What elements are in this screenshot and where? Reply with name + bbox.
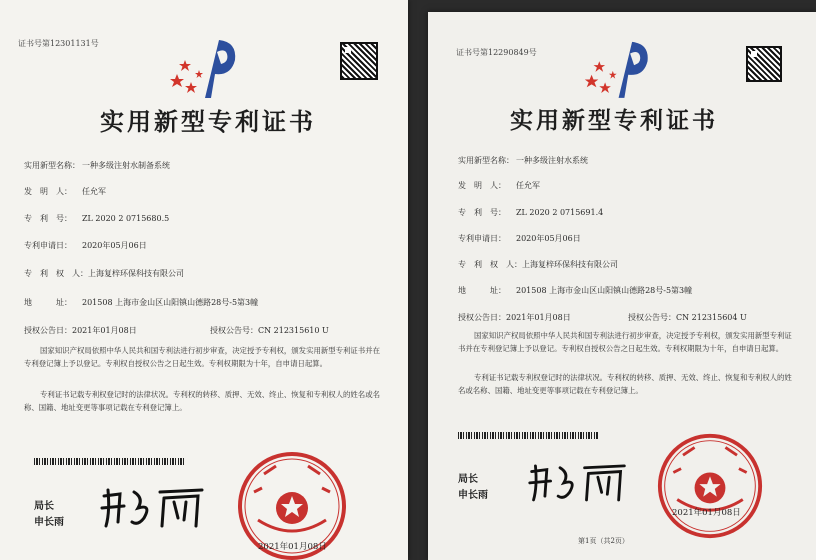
field-row-address [458,285,692,296]
field-value: 2020年05月06日 [516,234,581,243]
chief-title: 局长 [458,474,478,485]
seal-date: 2021年01月08日 [672,508,741,518]
field-label: 实用新型名称： [458,156,514,165]
certificate-title: 实用新型专利证书 [510,107,718,134]
field-label: 专 利 权 人： [458,260,522,269]
signature-mark [526,458,630,504]
qr-code [340,42,378,80]
barcode [458,432,598,439]
field-label: 专 利 号： [24,214,72,223]
chief-name: 申长雨 [458,490,488,501]
field-value: 上海复梓环保科技有限公司 [88,269,184,278]
grant-date: 授权公告日：2021年01月08日 [458,313,571,322]
grant-number: 授权公告号：CN 212315604 U [628,313,747,322]
field-value: 上海复梓环保科技有限公司 [522,260,618,269]
legal-statement-2: 专利证书记载专利权登记时的法律状况。专利权的转移、质押、无效、终止、恢复和专利权人的姓名或名称、国籍、地址变更等事项记载在专利登记簿上。 [458,373,792,395]
certificate-title: 实用新型专利证书 [100,107,316,136]
field-value: 一种多级注射水系统 [516,156,588,165]
barcode [34,458,184,465]
field-row-inventor [458,180,540,191]
chief-name: 申长雨 [34,517,64,528]
field-label: 地 址： [458,286,506,295]
seal-date: 2021年01月08日 [258,542,327,552]
field-label: 专 利 号： [458,208,506,217]
field-row-patent-number [24,213,169,224]
grant-date: 授权公告日：2021年01月08日 [24,326,137,335]
field-value: 一种多级注射水制备系统 [82,161,170,170]
field-row-utility-name [458,155,588,166]
legal-statement-2: 专利证书记载专利权登记时的法律状况。专利权的转移、质押、无效、终止、恢复和专利权人的姓名或名称、国籍、地址变更等事项记载在专利登记簿上。 [24,390,380,412]
qr-code [746,46,782,82]
field-row-patentee [24,268,184,279]
field-label: 发 明 人： [458,181,506,190]
patent-certificate-right [428,12,816,560]
field-row-address [24,297,258,308]
field-label: 地 址： [24,298,72,307]
field-value: 任允军 [516,181,540,190]
legal-statement-1: 国家知识产权局依照中华人民共和国专利法进行初步审查，决定授予专利权，颁发实用新型专利证书并在专利登记簿上予以登记。专利权自授权公告之日起生效。专利权期限为十年，自申请日起算。 [24,346,380,368]
certificate-number: 证书号第12290849号 [456,48,537,57]
field-value: ZL 2020 2 0715691.4 [516,208,604,217]
field-row-patent-number [458,207,603,218]
field-label: 实用新型名称： [24,161,80,170]
field-value: 2020年05月06日 [82,241,147,250]
signature-mark [98,482,208,530]
field-value: 201508 上海市金山区山阳镇山德路28号-5第3幢 [82,298,259,307]
field-value: 201508 上海市金山区山阳镇山德路28号-5第3幢 [516,286,693,295]
field-label: 专 利 权 人： [24,269,88,278]
field-row-application-date [458,233,581,244]
field-value: ZL 2020 2 0715680.5 [82,214,170,223]
field-value: 任允军 [82,187,106,196]
field-row-inventor [24,186,106,197]
grant-number: 授权公告号：CN 212315610 U [210,326,329,335]
page-footer: 第1页（共2页） [578,537,629,545]
cnipa-logo-icon [165,30,250,102]
field-row-utility-name [24,160,170,171]
field-row-application-date [24,240,147,251]
cnipa-logo-icon [580,32,662,102]
chief-title: 局长 [34,501,54,512]
field-label: 专利申请日： [458,234,506,243]
official-seal-icon [656,432,764,540]
field-label: 专利申请日： [24,241,72,250]
field-label: 发 明 人： [24,187,72,196]
legal-statement-1: 国家知识产权局依照中华人民共和国专利法进行初步审查，决定授予专利权，颁发实用新型专利证书并在专利登记簿上予以登记。专利权自授权公告之日起生效。专利权期限为十年，自申请日起算。 [458,331,792,353]
certificate-number: 证书号第12301131号 [18,39,99,48]
field-row-patentee [458,259,618,270]
